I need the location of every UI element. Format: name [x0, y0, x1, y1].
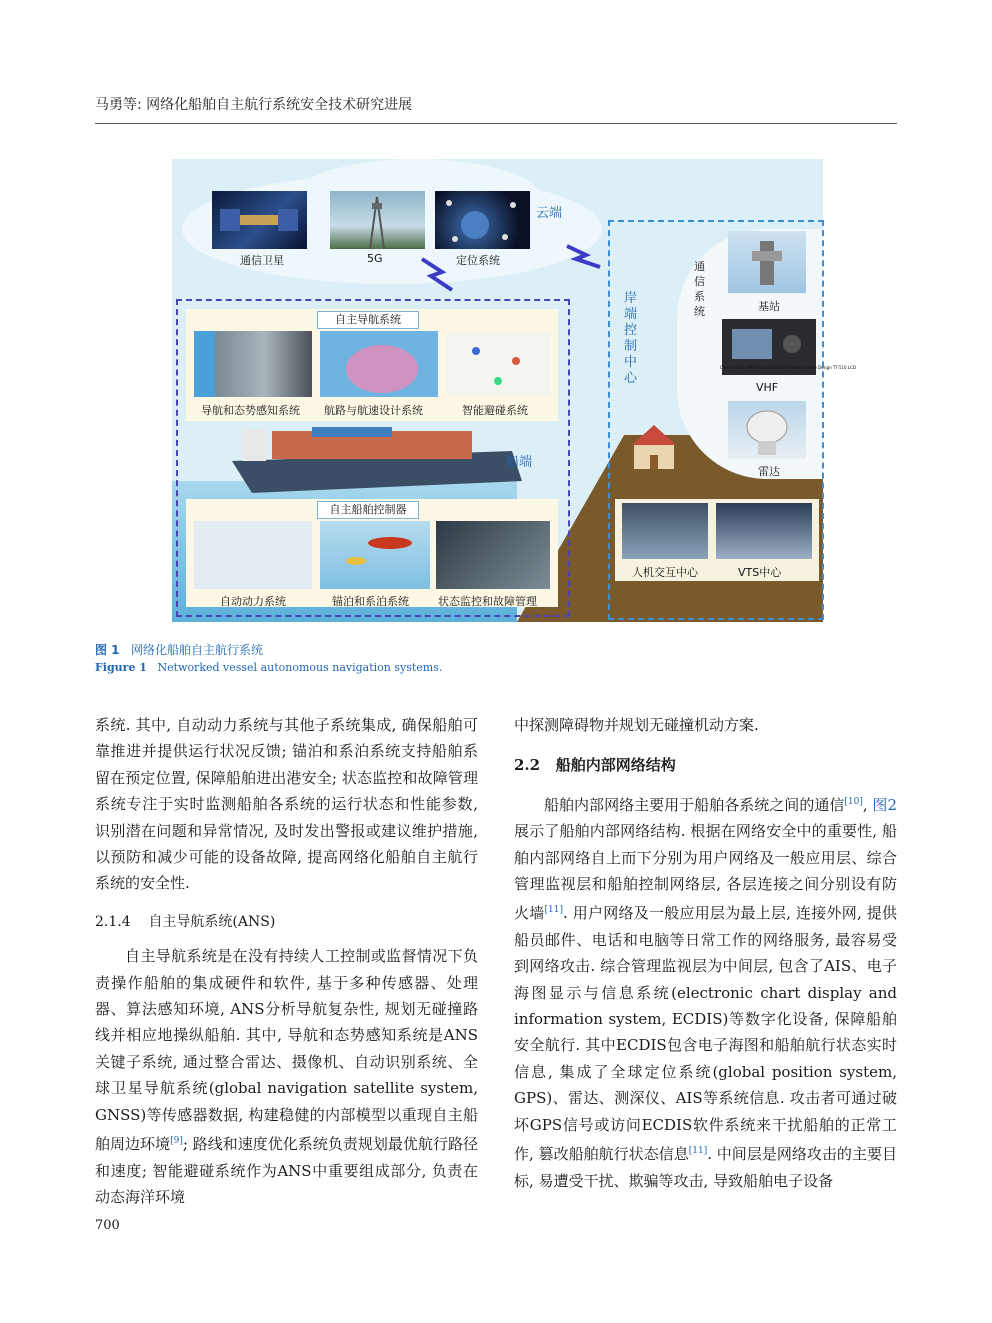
cloud-item-label: 通信卫星: [240, 254, 284, 267]
cloud-item-label: 定位系统: [456, 254, 500, 267]
cloud-item-label: 5G: [367, 252, 383, 265]
ctrl-item-label: 状态监控和故障管理: [438, 595, 537, 608]
citation-link[interactable]: [10]: [844, 796, 863, 807]
ctrl-item-label: 自动动力系统: [220, 595, 286, 608]
heading-text: 船舶内部网络结构: [555, 756, 676, 775]
paragraph-text: 船舶内部网络主要用于船舶各系统之间的通信: [544, 795, 845, 814]
paragraph-text: . 用户网络及一般应用层为最上层, 连接外网, 提供船员邮件、电话和电脑等日常工作的网络服务, 最容易受到网络攻击. 综合管理监视层为中间层, 包含了AIS、电子海图显示与信息系统(electronic chart display and information system, ECDIS)等数字化设备, 保障船舶安全航行. 其中ECDIS包含电子海图和船舶航行状态实时信息, 集成了全球定位系统(global position system, GPS)、雷达、测深仪、AIS等系统信息. 攻击者可通过破坏GPS信号或访问ECDIS软件系统来干扰船舶的正常工作, 篡改船舶航行状态信息: [514, 904, 897, 1164]
radar-image: [728, 401, 806, 459]
vts-center-image: [716, 503, 812, 559]
citation-link[interactable]: [11]: [688, 1146, 708, 1157]
paragraph: 中探测障碍物并规划无碰撞机动方案.: [514, 716, 759, 734]
shore-building-icon: [624, 421, 684, 473]
nav-item-label: 智能避碰系统: [462, 404, 528, 417]
paragraph-text: 展示了船舶内部网络结构. 根据在网络安全中的重要性, 船舶内部网络自上而下分别为用户网络及一般应用层、综合管理监视层和船舶控制网络层, 各层连接之间分别设有防火墙: [514, 822, 897, 923]
paragraph-text: ; 路线和速度优化系统负责规划最优航行路径和速度; 智能避碰系统作为ANS中重要组成部分, 负责在动态海洋环境: [95, 1135, 478, 1206]
ctrl-item-label: 锚泊和系泊系统: [332, 595, 409, 608]
route-speed-image: [320, 331, 438, 397]
caption-cn-text: 网络化船舶自主航行系统: [130, 643, 263, 657]
container-ship-image: [212, 421, 522, 501]
vhf-caption: Class A DSC VHF Radio with Wide Viewing Angle Design TT-510 LCD: [720, 365, 856, 370]
figure-caption-en: [95, 661, 442, 674]
heading-number: 2.2: [514, 756, 541, 775]
shore-control-label: 岸端控制中心: [624, 291, 638, 386]
comm-item-label: 基站: [758, 300, 780, 313]
auto-power-image: [194, 521, 312, 589]
figure-caption-cn: [95, 641, 263, 658]
ship-controller-title: 自主船舶控制器: [317, 501, 419, 519]
paragraph: 系统. 其中, 自动动力系统与其他子系统集成, 确保船舶可靠推进并提供运行状况反馈; 锚泊和系泊系统支持船舶系留在预定位置, 保障船舶进出港安全; 状态监控和故障管理系统专注于实时监测船舶各系统的运行状态和性能参数, 识别潜在问题和异常情况, 及时发出警报或建议维护措施, 以预防和减少可能的设备故障, 提高网络化船舶自主航行系统的安全性.: [95, 716, 478, 893]
figure-2-link[interactable]: 图2: [872, 795, 897, 814]
page-number: 700: [95, 1218, 120, 1233]
nav-item-label: 导航和态势感知系统: [201, 404, 300, 417]
section-heading-2-2: [514, 752, 897, 778]
condition-monitoring-image: [436, 521, 550, 589]
nav-system-title: 自主导航系统: [317, 311, 419, 329]
citation-link[interactable]: [9]: [170, 1136, 183, 1147]
figure-networked-vessel: [172, 159, 856, 622]
caption-en-number: Figure 1: [95, 661, 147, 674]
lightning-icon: [564, 241, 604, 271]
section-heading-2-1-4: [95, 909, 478, 935]
heading-number: 2.1.4: [95, 913, 131, 930]
satellite-image: [212, 191, 307, 249]
nav-awareness-image: [194, 331, 312, 397]
paragraph-text: . 中间层是网络攻击的主要目标, 易遭受干扰、欺骗等攻击, 导致船舶电子设备: [514, 1145, 897, 1190]
caption-en-text: Networked vessel autonomous navigation systems.: [157, 661, 443, 674]
cloud-label: 云端: [536, 206, 563, 221]
5g-tower-image: [330, 191, 425, 249]
hmi-center-image: [622, 503, 708, 559]
shore-item-label: 人机交互中心: [632, 566, 698, 579]
base-station-image: [728, 231, 806, 293]
header-rule: [95, 123, 897, 124]
ship-side-label: 船端: [506, 455, 533, 470]
running-header: 马勇等: 网络化船舶自主航行系统安全技术研究进展: [95, 97, 413, 113]
right-column: [514, 712, 897, 1194]
lightning-icon: [417, 254, 457, 294]
mooring-image: [320, 521, 430, 589]
heading-text: 自主导航系统(ANS): [148, 913, 276, 930]
paragraph: [95, 943, 478, 1210]
paragraph: [514, 789, 897, 1194]
nav-item-label: 航路与航速设计系统: [324, 404, 423, 417]
comm-item-label: 雷达: [758, 465, 780, 478]
paragraph-text: ,: [862, 795, 873, 814]
positioning-satellites-image: [435, 191, 530, 249]
collision-avoidance-image: [446, 331, 550, 397]
comm-item-label: VHF: [756, 381, 779, 394]
caption-cn-number: 图 1: [95, 643, 120, 657]
comm-system-label: 通信系统: [694, 260, 705, 318]
citation-link[interactable]: [11]: [544, 905, 563, 916]
paragraph-text: 自主导航系统是在没有持续人工控制或监督情况下负责操作船舶的集成硬件和软件, 基于多种传感器、处理器、算法感知环境, ANS分析导航复杂性, 规划无碰撞路线并相应地操纵船舶. 其中, 导航和态势感知系统是ANS关键子系统, 通过整合雷达、摄像机、自动识别系统、全球卫星导航系统(global navigation satellite system, GNSS)等传感器数据, 构建稳健的内部模型以重现自主船舶周边环境: [95, 947, 478, 1154]
shore-item-label: VTS中心: [738, 566, 782, 579]
left-column: [95, 712, 478, 1210]
